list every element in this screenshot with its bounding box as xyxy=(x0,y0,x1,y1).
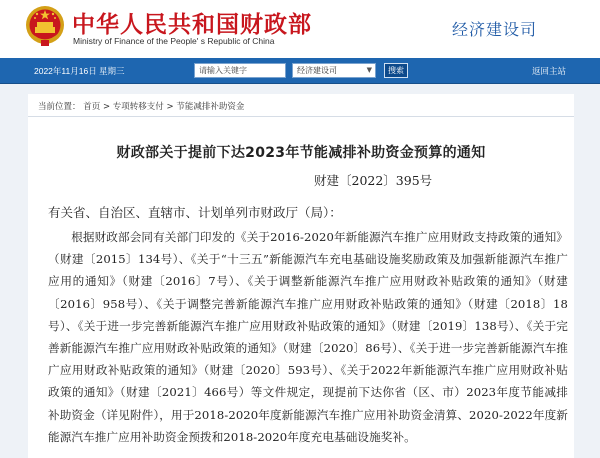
document-number: 财建〔2022〕395号 xyxy=(314,173,433,188)
breadcrumb-item-home[interactable]: 首页 xyxy=(83,102,101,112)
addressee: 有关省、自治区、直辖市、计划单列市财政厅（局）： xyxy=(48,205,342,220)
breadcrumb xyxy=(38,100,244,112)
site-header xyxy=(0,0,600,58)
top-nav-bar xyxy=(0,58,600,84)
search-scope-select[interactable] xyxy=(292,63,376,78)
page-body xyxy=(0,84,600,458)
search-input[interactable] xyxy=(194,63,286,78)
section-title[interactable]: 经济建设司 xyxy=(452,20,538,39)
breadcrumb-prefix: 当前位置： xyxy=(38,102,81,112)
chevron-down-icon: ▼ xyxy=(366,66,372,74)
breadcrumb-item-transfer[interactable]: 专项转移支付 xyxy=(112,102,164,112)
article-body: 根据财政部会同有关部门印发的《关于2016-2020年新能源汽车推广应用财政支持政策的通知》（财建〔2015〕134号）、《关于“十三五”新能源汽车充电基础设施奖励政策及加强新能源汽车推广应用的通知》（财建〔2016〕7号）、《关于调整新能源汽车推广应用财政补贴政策的通知》（财建〔2016〕958号）、《关于调整完善新能源汽车推广应用财政补贴政策的通知》（财建〔2018〕18号）、《关于进一步完善新能源汽车推广应用财政补贴政策的通知》（财建〔2019〕138号）、《关于完善新能源汽车推广应用财政补贴政策的通知》（财建〔2020〕86号）、《关于进一步完善新能源汽车推广应用财政补贴政策的通知》（财建〔2020〕593号）、《关于2022年新能源汽车推广应用财政补贴政策的通知》（财建〔2021〕466号）等文件规定，现提前下达你省（区、市）2023年度节能减排补助资金（详见附件），用于2018-2020年度新能源汽车推广应用补助资金清算、2020-2022年度新能源汽车推广应用补助资金预拨和2018-2020年度充电基础设施奖补。 xyxy=(48,230,568,444)
home-link[interactable]: 返回主站 xyxy=(532,67,567,77)
national-emblem-icon xyxy=(24,4,66,48)
search-button[interactable]: 搜索 xyxy=(384,63,408,78)
site-name-en: Ministry of Finance of the People' s Republic of China xyxy=(73,36,275,46)
breadcrumb-separator: > xyxy=(166,102,174,112)
divider xyxy=(28,116,574,117)
article-panel xyxy=(28,94,574,458)
breadcrumb-item-current[interactable]: 节能减排补助资金 xyxy=(176,102,245,112)
article-title: 财政部关于提前下达2023年节能减排补助资金预算的通知 xyxy=(116,145,486,161)
current-date: 2022年11月16日 星期三 xyxy=(34,66,125,76)
breadcrumb-separator: > xyxy=(102,102,111,112)
search-scope-value: 经济建设司 xyxy=(297,66,337,75)
site-name-cn: 中华人民共和国财政部 xyxy=(72,12,312,38)
